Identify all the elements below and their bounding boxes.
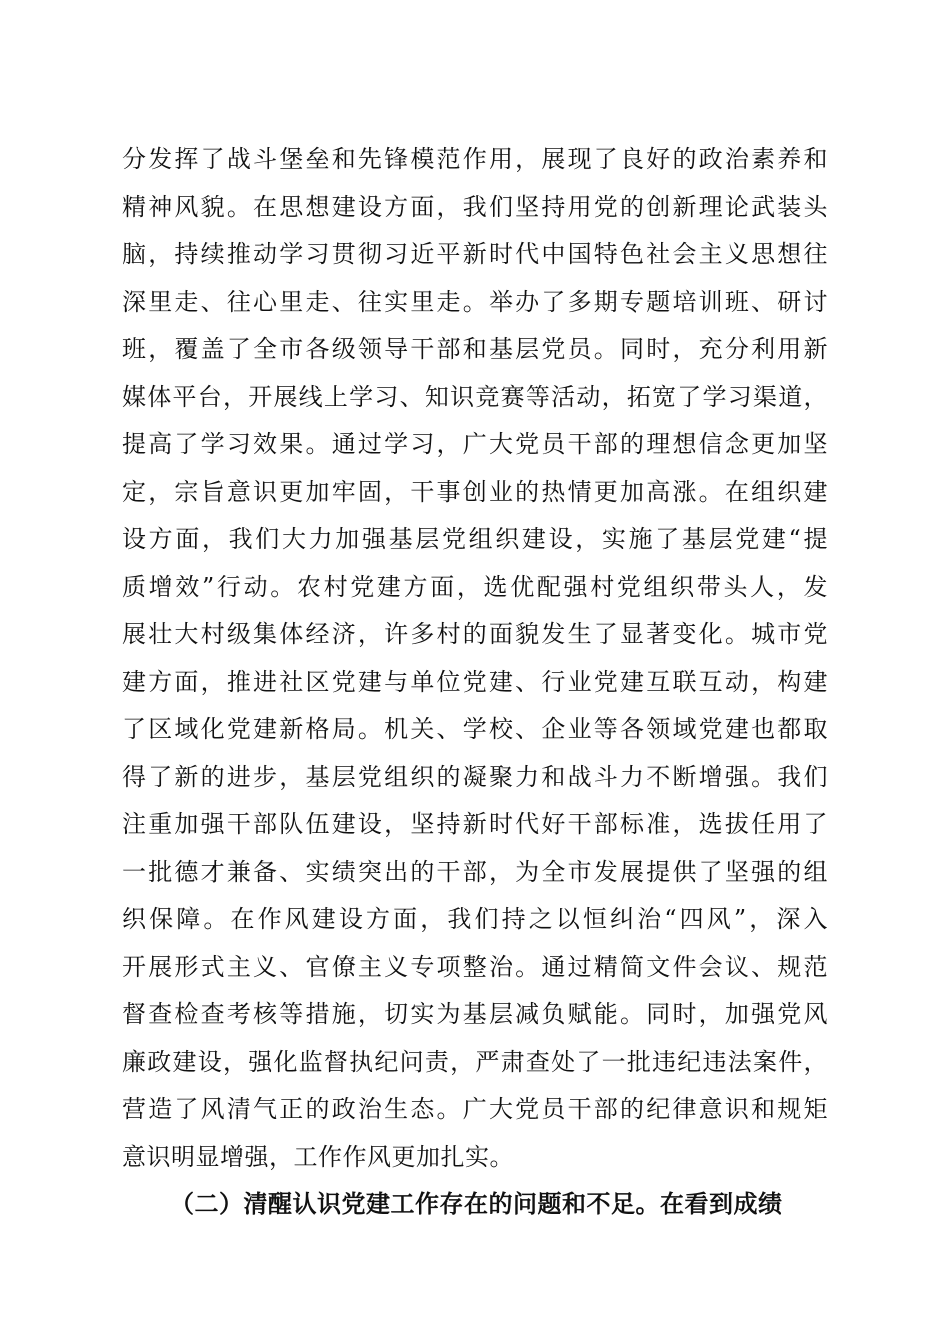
paragraph-line: 展壮大村级集体经济，许多村的面貌发生了显著变化。城市党 (122, 620, 828, 648)
paragraph-line: 班，覆盖了全市各级领导干部和基层党员。同时，充分利用新 (122, 335, 828, 363)
paragraph-line: 建方面，推进社区党建与单位党建、行业党建互联互动，构建 (122, 667, 828, 696)
paragraph-line: 廉政建设，强化监督执纪问责，严肃查处了一批违纪违法案件， (122, 1047, 828, 1076)
document-body (122, 136, 828, 1229)
paragraph-line: 织保障。在作风建设方面，我们持之以恒纠治“四风”，深入 (122, 905, 828, 933)
paragraph-line: 媒体平台，开展线上学习、知识竞赛等活动，拓宽了学习渠道， (122, 382, 828, 411)
paragraph-line: 了区域化党建新格局。机关、学校、企业等各领域党建也都取 (122, 715, 828, 743)
paragraph-line: 质增效”行动。农村党建方面，选优配强村党组织带头人，发 (122, 572, 828, 601)
paragraph-line: 督查检查考核等措施，切实为基层减负赋能。同时，加强党风 (122, 1000, 828, 1028)
paragraph-line: 精神风貌。在思想建设方面，我们坚持用党的创新理论武装头 (122, 192, 828, 221)
paragraph-line: 意识明显增强，工作作风更加扎实。 (122, 1142, 514, 1171)
paragraph-line: 一批德才兼备、实绩突出的干部，为全市发展提供了坚强的组 (122, 857, 828, 886)
paragraph-line: 设方面，我们大力加强基层党组织建设，实施了基层党建“提 (122, 525, 828, 553)
section-heading-line: （二）清醒认识党建工作存在的问题和不足。在看到成绩 (170, 1190, 783, 1218)
paragraph-line: 得了新的进步，基层党组织的凝聚力和战斗力不断增强。我们 (122, 762, 828, 791)
paragraph-line: 营造了风清气正的政治生态。广大党员干部的纪律意识和规矩 (122, 1095, 828, 1123)
paragraph-line: 分发挥了战斗堡垒和先锋模范作用，展现了良好的政治素养和 (122, 145, 828, 173)
paragraph-line: 脑，持续推动学习贯彻习近平新时代中国特色社会主义思想往 (122, 240, 828, 268)
paragraph-line: 深里走、往心里走、往实里走。举办了多期专题培训班、研讨 (122, 287, 828, 316)
paragraph-line: 注重加强干部队伍建设，坚持新时代好干部标准，选拔任用了 (122, 810, 828, 838)
paragraph-line: 提高了学习效果。通过学习，广大党员干部的理想信念更加坚 (122, 430, 828, 458)
paragraph-line: 开展形式主义、官僚主义专项整治。通过精简文件会议、规范 (122, 952, 828, 981)
paragraph-line: 定，宗旨意识更加牢固，干事创业的热情更加高涨。在组织建 (122, 477, 828, 506)
